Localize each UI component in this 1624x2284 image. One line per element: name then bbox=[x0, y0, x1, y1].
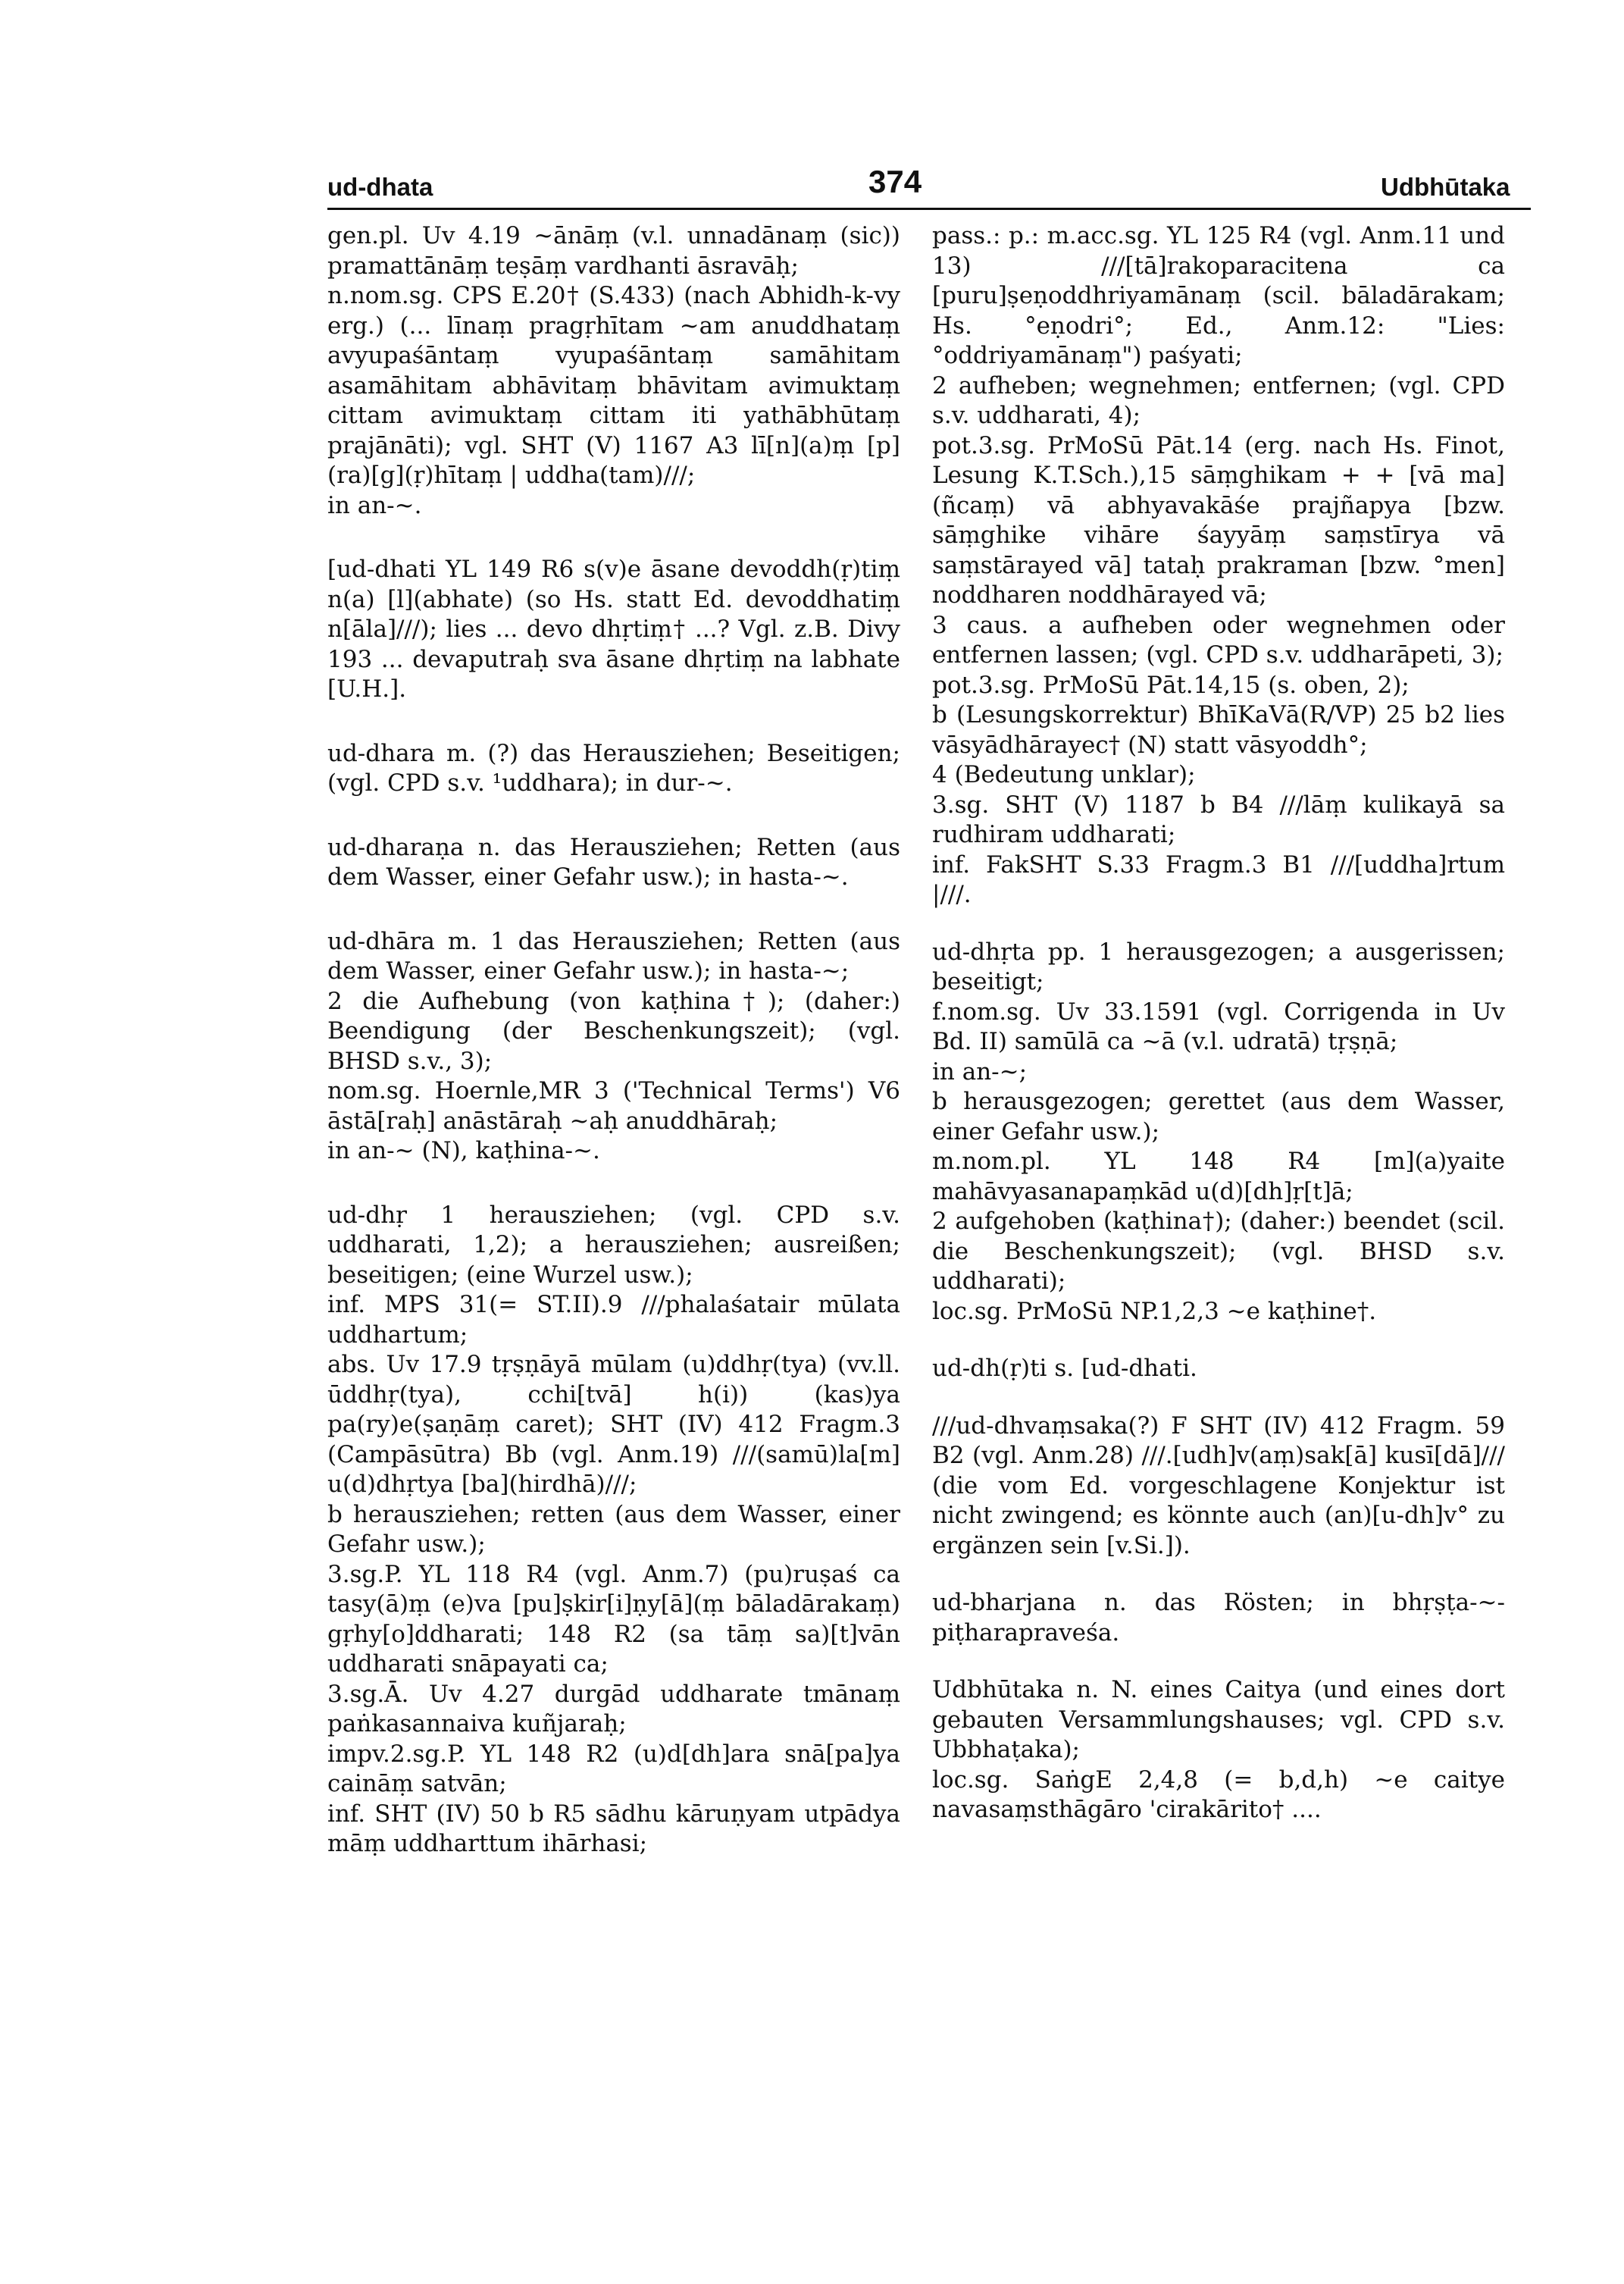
entry-paragraph: ud-dhāra m. 1 das Herausziehen; Retten (aus dem Wasser, einer Gefahr usw.); in hasta-~; bbox=[327, 927, 900, 985]
entry-paragraph: 2 aufgehoben (kaṭhina†); (daher:) beendet (scil. die Beschenkungszeit); (vgl. BHSD s.v. uddharati); bbox=[932, 1208, 1505, 1295]
entry-paragraph: ///ud-dhvaṃsaka(?) F SHT (IV) 412 Fragm. 59 B2 (vgl. Anm.28) ///.[udh]v(aṃ)sak[ā] kusī[dā]/// (die vom Ed. vorgeschlagene Konjektur ist nicht zwingend; es könnte auch (an)[u-dh]v° zu ergänzen sein [v.Si.]). bbox=[932, 1411, 1505, 1559]
left-column bbox=[327, 221, 900, 1859]
entry-paragraph: pot.3.sg. PrMoSū Pāt.14 (erg. nach Hs. Finot, Lesung K.T.Sch.),15 sāṃghikam + + [vā ma](ñcaṃ) vā abhyavakāśe prajñapya [bzw. sāṃghike vihāre śayyāṃ saṃstīrya vā saṃstārayed vā] tataḥ prakraman [bzw. °men] noddharen noddhārayed vā; bbox=[932, 431, 1505, 609]
entry-paragraph: b herausziehen; retten (aus dem Wasser, einer Gefahr usw.); bbox=[327, 1500, 900, 1558]
entry-paragraph: ud-dhṛta pp. 1 herausgezogen; a ausgerissen; beseitigt; bbox=[932, 938, 1505, 995]
entry-paragraph: nom.sg. Hoernle,MR 3 ('Technical Terms') V6 āstā[raḥ] anāstāraḥ ~aḥ anuddhāraḥ; bbox=[327, 1077, 900, 1135]
entry-paragraph: abs. Uv 17.9 tṛṣṇāyā mūlam (u)ddhṛ(tya) (vv.ll. ūddhṛ(tya), cchi[tvā] h(i)) (kas)ya pa(ry)e(ṣaṇāṃ caret); SHT (IV) 412 Fragm.3 (Campāsūtra) Bb (vgl. Anm.19) ///(samū)la[m] u(d)dhṛtya [ba](hirdhā)///; bbox=[327, 1351, 900, 1498]
entry-paragraph: impv.2.sg.P. YL 148 R2 (u)d[dh]ara snā[pa]ya caināṃ satvān; bbox=[327, 1740, 900, 1797]
entry-paragraph: ud-dh(ṛ)ti s. [ud-dhati. bbox=[932, 1355, 1197, 1382]
entry-paragraph: in an-~. bbox=[327, 491, 422, 519]
entry-paragraph: ud-dhara m. (?) das Herausziehen; Beseitigen; (vgl. CPD s.v. ¹uddhara); in dur-~. bbox=[327, 739, 900, 797]
entry-paragraph: in an-~ (N), kaṭhina-~. bbox=[327, 1137, 600, 1164]
entry-paragraph: 2 die Aufhebung (von kaṭhina†); (daher:) Beendigung (der Beschenkungszeit); (vgl. BHSD s.v., 3); bbox=[327, 987, 900, 1075]
entry-paragraph: ud-dhṛ 1 herausziehen; (vgl. CPD s.v. uddharati, 1,2); a herausziehen; ausreißen; beseitigen; (eine Wurzel usw.); bbox=[327, 1201, 900, 1289]
entry-paragraph: pass.: p.: m.acc.sg. YL 125 R4 (vgl. Anm.11 und 13) ///[tā]rakoparacitena ca [puru]ṣeṇoddhriyamānaṃ (scil. bāladārakam; Hs. °eṇodri°; Ed., Anm.12: "Lies: °oddriyamānaṃ") paśyati; bbox=[932, 222, 1505, 369]
page-number: 374 bbox=[868, 164, 922, 199]
entry-paragraph: ud-dharaṇa n. das Herausziehen; Retten (aus dem Wasser, einer Gefahr usw.); in hasta-~. bbox=[327, 833, 900, 891]
entry-paragraph: 3 caus. a aufheben oder wegnehmen oder entfernen lassen; (vgl. CPD s.v. uddharāpeti, 3); bbox=[932, 611, 1505, 669]
running-head-left: ud-dhata bbox=[327, 173, 433, 201]
entry-paragraph: b herausgezogen; gerettet (aus dem Wasser, einer Gefahr usw.); bbox=[932, 1088, 1505, 1145]
entry-paragraph: b (Lesungskorrektur) BhīKaVā(R/VP) 25 b2 lies vāsyādhārayec† (N) statt vāsyoddh°; bbox=[932, 701, 1505, 759]
entry-paragraph: [ud-dhati YL 149 R6 s(v)e āsane devoddh(ṛ)tiṃ n(a) [l](abhate) (so Hs. statt Ed. devoddhatiṃ n[āla]///); lies ... devo dhṛtiṃ† ...? Vgl. z.B. Divy 193 ... devaputraḥ sva āsane dhṛtiṃ na labhate [U.H.]. bbox=[327, 556, 900, 703]
entry-paragraph: inf. SHT (IV) 50 b R5 sādhu kāruṇyam utpādya māṃ uddharttum ihārhasi; bbox=[327, 1800, 900, 1857]
header-rule-right bbox=[915, 208, 1531, 210]
entry-paragraph: pot.3.sg. PrMoSū Pāt.14,15 (s. oben, 2); bbox=[932, 671, 1410, 699]
entry-paragraph: 3.sg.Ā. Uv 4.27 durgād uddharate tmānaṃ paṅkasannaiva kuñjaraḥ; bbox=[327, 1680, 900, 1737]
entry-paragraph: in an-~; bbox=[932, 1057, 1028, 1086]
entry-paragraph: loc.sg. PrMoSū NP.1,2,3 ~e kaṭhine†. bbox=[932, 1297, 1377, 1325]
entry-paragraph: Udbhūtaka n. N. eines Caitya (und eines dort gebauten Versammlungshauses; vgl. CPD s.v. Ubbhaṭaka); bbox=[932, 1676, 1505, 1763]
entry-paragraph: ud-bharjana n. das Rösten; in bhṛṣṭa-~-piṭharapraveśa. bbox=[932, 1589, 1505, 1646]
entry-paragraph: f.nom.sg. Uv 33.1591 (vgl. Corrigenda in Uv Bd. II) samūlā ca ~ā (v.l. udratā) tṛṣṇā; bbox=[932, 998, 1505, 1055]
entry-paragraph: 2 aufheben; wegnehmen; entfernen; (vgl. CPD s.v. uddharati, 4); bbox=[932, 371, 1505, 429]
entry-paragraph: m.nom.pl. YL 148 R4 [m](a)yaite mahāvyasanapaṃkād u(d)[dh]ṛ[t]ā; bbox=[932, 1148, 1505, 1205]
entry-paragraph: 3.sg. SHT (V) 1187 b B4 ///lāṃ kulikayā sa rudhiram uddharati; bbox=[932, 791, 1505, 848]
entry-paragraph: 4 (Bedeutung unklar); bbox=[932, 761, 1196, 788]
running-head-right: Udbhūtaka bbox=[1381, 173, 1510, 201]
entry-paragraph: 3.sg.P. YL 118 R4 (vgl. Anm.7) (pu)ruṣaś ca tasy(ā)ṃ (e)va [pu]ṣkir[i]ṇy[ā](ṃ bāladārakaṃ) gṛhy[o]ddharati; 148 R2 (sa tāṃ sa)[t]vān uddharati snāpayati ca; bbox=[327, 1560, 900, 1678]
entry-paragraph: gen.pl. Uv 4.19 ~ānāṃ (v.l. unnadānaṃ (sic)) pramattānāṃ teṣāṃ vardhanti āsravāḥ; bbox=[327, 222, 900, 280]
right-column bbox=[932, 221, 1505, 1825]
entry-paragraph: inf. MPS 31(= ST.II).9 ///phalaśatair mūlata uddhartum; bbox=[327, 1291, 900, 1349]
entry-paragraph: loc.sg. SaṅgE 2,4,8 (= b,d,h) ~e caitye navasaṃsthāgāro 'cirakārito† .... bbox=[932, 1765, 1505, 1823]
entry-paragraph: inf. FakSHT S.33 Fragm.3 B1 ///[uddha]rtum |///. bbox=[932, 851, 1505, 908]
entry-paragraph: n.nom.sg. CPS E.20† (S.433) (nach Abhidh-k-vy erg.) (... līnaṃ pragṛhītam ~am anuddhataṃ avyupaśāntaṃ vyupaśāntaṃ samāhitam asamāhitam abhāvitaṃ bhāvitam avimuktaṃ cittam avimuktaṃ cittam iti yathābhūtaṃ prajānāti); vgl. SHT (V) 1167 A3 lī[n](a)ṃ [p](ra)[g](ṛ)hītaṃ | uddha(tam)///; bbox=[327, 282, 900, 489]
